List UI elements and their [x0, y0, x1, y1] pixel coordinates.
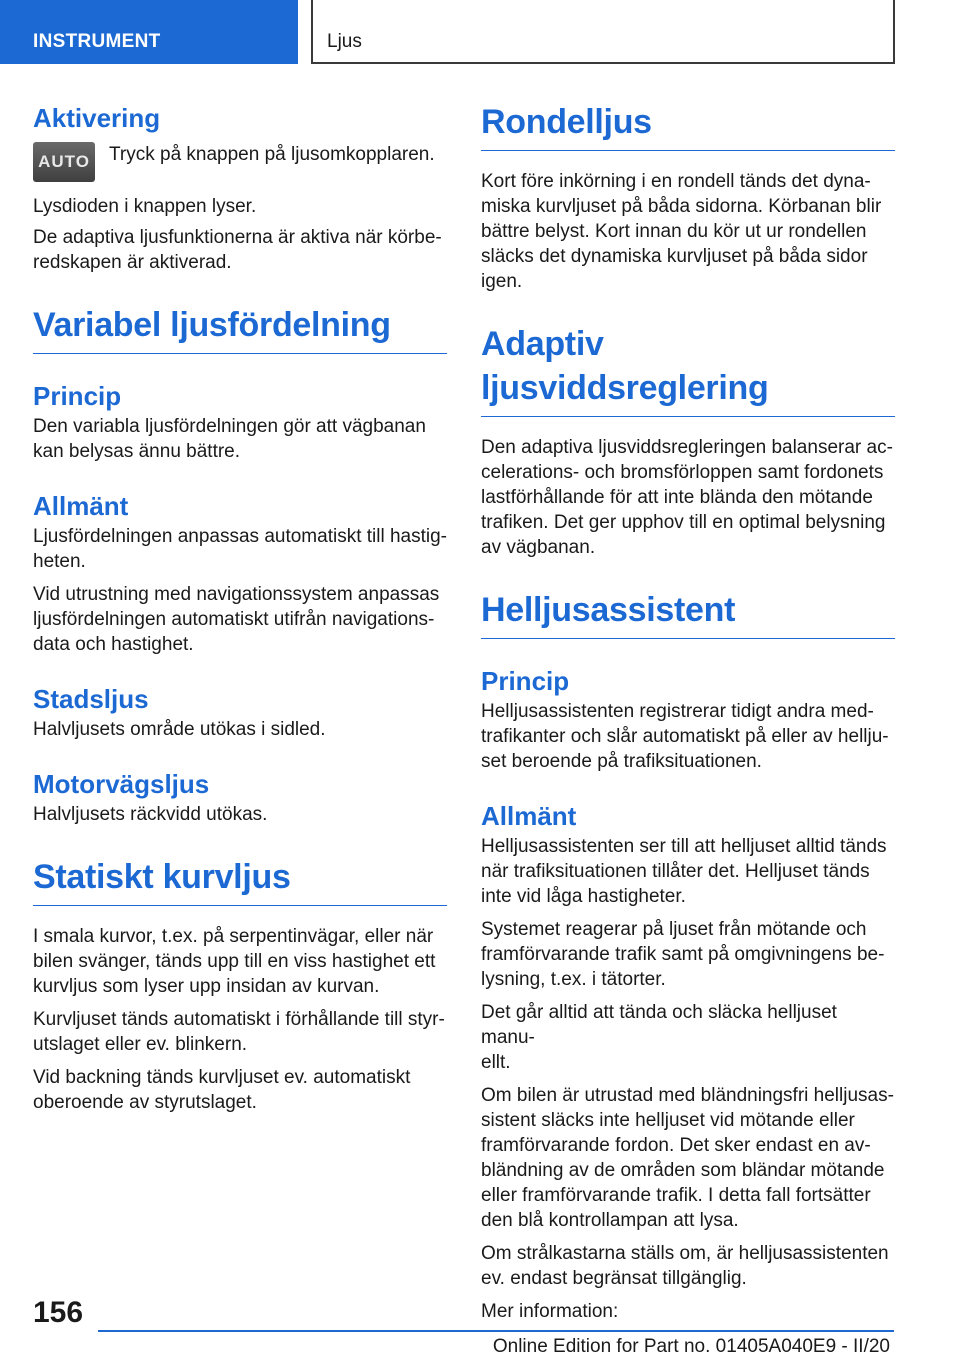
headlight-range-line4: trafiken. Det ger upphov till en optimal belysning: [481, 512, 886, 533]
right-column: [481, 100, 895, 1324]
high-beam-g2-line2: framförvarande trafik samt på omgivningens be‐: [481, 944, 885, 965]
high-beam-g2-line1: Systemet reagerar på ljuset från mötande och: [481, 919, 867, 940]
activation-adaptive-line1: De adaptiva ljusfunktionerna är aktiva när körbe‐: [33, 227, 442, 248]
highway-light-text: Halvljusets räckvidd utökas.: [33, 804, 268, 825]
variable-general2-line3: data och hastighet.: [33, 634, 194, 655]
headlight-range-line5: av vägbanan.: [481, 537, 596, 558]
cornering-p1-line1: I smala kurvor, t.ex. på serpentinvägar, eller när: [33, 926, 434, 947]
variable-general2-line2: ljusfördelningen automatiskt utifrån navigations‐: [33, 609, 435, 630]
roundabout-line2: miska kurvljuset på båda sidorna. Körbanan blir: [481, 196, 882, 217]
section-tab: INSTRUMENT: [0, 0, 298, 64]
high-beam-principle-line3: set beroende på trafiksituationen.: [481, 751, 762, 772]
cornering-p3-line2: oberoende av styrutslaget.: [33, 1092, 257, 1113]
variable-principle-heading: Princip: [33, 381, 122, 411]
left-column: [33, 100, 447, 1115]
high-beam-g4-line6: den blå kontrollampan att lysa.: [481, 1210, 739, 1231]
activation-text: Tryck på knappen på ljusomkopplaren.: [109, 144, 435, 165]
variable-principle-line1: Den variabla ljusfördelningen gör att vägbanan: [33, 416, 426, 437]
roundabout-heading: Rondelljus: [481, 100, 895, 151]
headlight-range-line3: lastförhållande för att inte blända den mötande: [481, 487, 873, 508]
cornering-p3-line1: Vid backning tänds kurvljuset ev. automatiskt: [33, 1067, 411, 1088]
edition-footer: Online Edition for Part no. 01405A040E9 - II/20: [492, 1336, 890, 1357]
cornering-light-heading: Statiskt kurvljus: [33, 855, 447, 906]
high-beam-g1-line3: inte vid låga hastigheter.: [481, 886, 686, 907]
high-beam-g4-line4: bländning av de områden som bländar mötande: [481, 1160, 885, 1181]
high-beam-principle-line2: trafikanter och slår automatiskt på eller av hellju‐: [481, 726, 889, 747]
high-beam-g1-line2: när trafiksituationen tillåter det. Helljuset tänds: [481, 861, 870, 882]
page-number: 156: [33, 1296, 84, 1329]
roundabout-line5: igen.: [481, 271, 523, 292]
high-beam-g5-line2: ev. endast begränsat tillgänglig.: [481, 1268, 747, 1289]
high-beam-g5-line1: Om strålkastarna ställs om, är helljusassistenten: [481, 1243, 889, 1264]
activation-row: [33, 142, 447, 182]
high-beam-g1-line1: Helljusassistenten ser till att helljuset alltid tänds: [481, 836, 887, 857]
high-beam-g3-line2: ellt.: [481, 1052, 511, 1073]
high-beam-g4-line2: sistent släcks inte helljuset vid mötande eller: [481, 1110, 855, 1131]
footer-divider: [98, 1330, 894, 1332]
auto-button-icon: AUTO: [33, 142, 95, 182]
variable-light-heading: Variabel ljusfördelning: [33, 303, 447, 354]
activation-adaptive-line2: redskapen är aktiverad.: [33, 252, 232, 273]
roundabout-line3: bättre belyst. Kort innan du kör ut ur rondellen: [481, 221, 867, 242]
high-beam-assistant-heading: Helljusassistent: [481, 588, 895, 639]
cornering-p1-line3: kurvljus som lyser upp insidan av kurvan.: [33, 976, 380, 997]
cornering-p2-line2: utslaget eller ev. blinkern.: [33, 1034, 248, 1055]
headlight-range-heading: Adaptiv ljusviddsreglering: [481, 322, 895, 417]
headlight-range-line2: celerations- och bromsförloppen samt fordonets: [481, 462, 884, 483]
variable-principle-line2: kan belysas ännu bättre.: [33, 441, 241, 462]
cornering-p1-line2: bilen svänger, tänds upp till en viss hastighet ett: [33, 951, 436, 972]
high-beam-principle-heading: Princip: [481, 666, 570, 696]
high-beam-general-heading: Allmänt: [481, 801, 577, 831]
city-light-text: Halvljusets område utökas i sidled.: [33, 719, 326, 740]
city-light-heading: Stadsljus: [33, 684, 149, 714]
high-beam-g2-line3: lysning, t.ex. i tätorter.: [481, 969, 666, 990]
high-beam-g4-line5: eller framförvarande trafik. I detta fall fortsätter: [481, 1185, 871, 1206]
roundabout-line4: släcks det dynamiska kurvljuset på båda sidor: [481, 246, 868, 267]
activation-heading: Aktivering: [33, 103, 161, 133]
high-beam-g4-line1: Om bilen är utrustad med bländningsfri helljusas‐: [481, 1085, 894, 1106]
headlight-range-line1: Den adaptiva ljusviddsregleringen balanserar ac‐: [481, 437, 893, 458]
variable-general1-line1: Ljusfördelningen anpassas automatiskt till hastig‐: [33, 526, 448, 547]
cornering-p2-line1: Kurvljuset tänds automatiskt i förhållande till styr‐: [33, 1009, 445, 1030]
high-beam-more-info: Mer information:: [481, 1301, 619, 1322]
variable-general-heading: Allmänt: [33, 491, 129, 521]
high-beam-principle-line1: Helljusassistenten registrerar tidigt andra med‐: [481, 701, 874, 722]
variable-general2-line1: Vid utrustning med navigationssystem anpassas: [33, 584, 440, 605]
activation-led-text: Lysdioden i knappen lyser.: [33, 196, 257, 217]
high-beam-g3-line1: Det går alltid att tända och släcka helljuset manu‐: [481, 1002, 837, 1048]
variable-general1-line2: heten.: [33, 551, 86, 572]
high-beam-g4-line3: framförvarande fordon. Det sker endast en av‐: [481, 1135, 871, 1156]
chapter-title: Ljus: [311, 0, 895, 64]
highway-light-heading: Motorvägsljus: [33, 769, 210, 799]
roundabout-line1: Kort före inkörning i en rondell tänds det dyna‐: [481, 171, 871, 192]
